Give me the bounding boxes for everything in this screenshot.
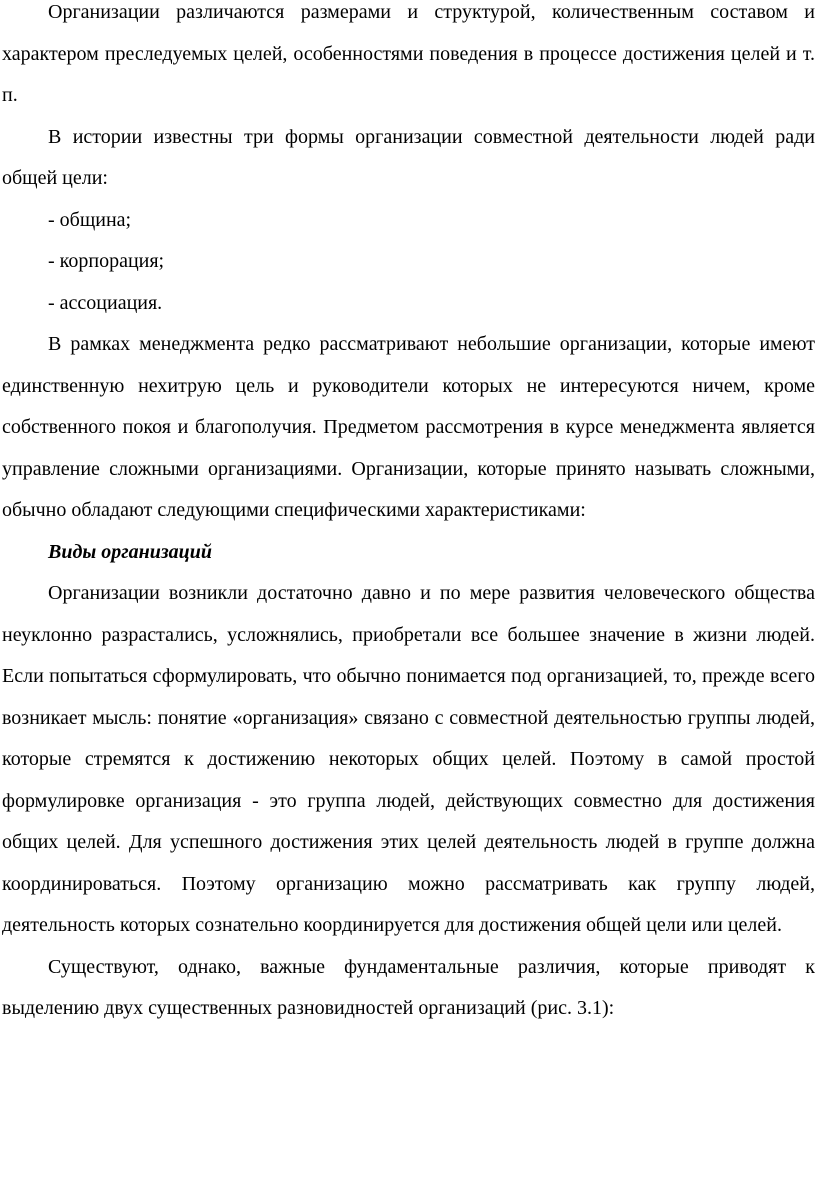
paragraph-management-scope: В рамках менеджмента редко рассматривают небольшие организации, которые имеют единственную нехитрую цель и руководители которых не интересуются ничем, кроме собственного покоя и благополучия. Предметом рассмотрения в курсе менеджмента является управление сложными организациями. Организации, которые принято называть сложными, обычно обладают следующими специфическими характеристиками:	[2, 333, 815, 521]
list-item-community: - община;	[48, 208, 132, 231]
paragraph-org-definition: Организации возникли достаточно давно и по мере развития человеческого общества неуклонно разрастались, усложнялись, приобретали все большее значение в жизни людей. Если попытаться сформулировать, что обычно понимается под организацией, то, прежде всего возникает мысль: понятие «организация» связано с совместной деятельностью группы людей, которые стремятся к достижению некоторых общих целей. Поэтому в самой простой формулировке организация - это группа людей, действующих совместно для достижения общих целей. Для успешного достижения этих целей деятельность людей в группе должна координироваться. Поэтому организацию можно рассматривать как группу людей, деятельность которых сознательно координируется для достижения общей цели или целей.	[2, 582, 815, 936]
list-item-association: - ассоциация.	[48, 291, 163, 314]
paragraph-fundamental-differences: Существуют, однако, важные фундаментальные различия, которые приводят к выделению двух существенных разновидностей организаций (рис. 3.1):	[2, 955, 815, 1019]
list-item-corporation: - корпорация;	[48, 250, 165, 272]
paragraph-history-forms: В истории известны три формы организации совместной деятельности людей ради общей цели:	[2, 125, 815, 189]
section-heading: Виды организаций	[48, 540, 213, 563]
paragraph-org-differences: Организации различаются размерами и структурой, количественным составом и характером преследуемых целей, особенностями поведения в процессе достижения целей и т. п.	[2, 1, 815, 106]
